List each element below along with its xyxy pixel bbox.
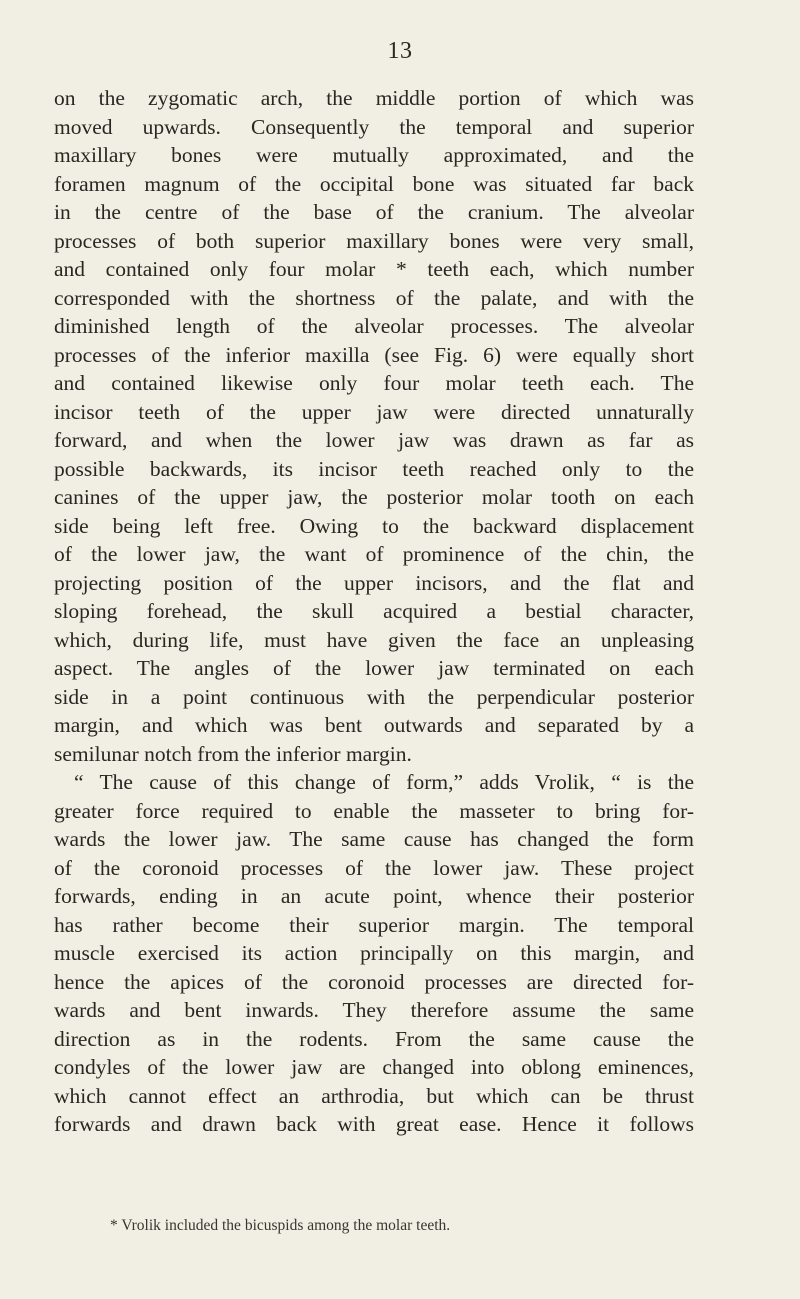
text-line: canines of the upper jaw, the posterior molar tooth on each bbox=[54, 485, 694, 509]
text-line: forwards and drawn back with great ease. Hence it follows bbox=[54, 1112, 694, 1136]
text-line: of the lower jaw, the want of prominence of the chin, the bbox=[54, 542, 694, 566]
text-line: forward, and when the lower jaw was drawn as far as bbox=[54, 428, 694, 452]
text-line: semilunar notch from the inferior margin. bbox=[54, 741, 412, 766]
text-line: muscle exercised its action principally on this margin, and bbox=[54, 941, 694, 965]
text-line: which, during life, must have given the face an unpleasing bbox=[54, 627, 694, 652]
text-line: direction as in the rodents. From the same cause the bbox=[54, 1026, 694, 1051]
text-line: sloping forehead, the skull acquired a bestial character, bbox=[54, 599, 694, 623]
text-line: moved upwards. Consequently the temporal and superior bbox=[54, 114, 694, 139]
text-line: condyles of the lower jaw are changed into oblong eminences, bbox=[54, 1055, 694, 1079]
text-line: has rather become their superior margin. The temporal bbox=[54, 912, 694, 937]
text-line: on the zygomatic arch, the middle portion of which was bbox=[54, 86, 694, 110]
body-text bbox=[54, 84, 694, 1139]
text-line: hence the apices of the coronoid processes are directed for- bbox=[54, 969, 694, 994]
text-line: and contained only four molar * teeth each, which number bbox=[54, 257, 694, 281]
text-line: of the coronoid processes of the lower jaw. These project bbox=[54, 855, 694, 880]
text-line: margin, and which was bent outwards and separated by a bbox=[54, 713, 694, 737]
text-line: maxillary bones were mutually approximated, and the bbox=[54, 143, 694, 167]
text-line: greater force required to enable the masseter to bring for- bbox=[54, 798, 694, 823]
text-line: projecting position of the upper incisors, and the flat and bbox=[54, 570, 694, 595]
text-line: in the centre of the base of the cranium. The alveolar bbox=[54, 200, 694, 224]
text-line: wards the lower jaw. The same cause has changed the form bbox=[54, 827, 694, 851]
text-line: processes of the inferior maxilla (see Fig. 6) were equally short bbox=[54, 342, 694, 367]
text-line: and contained likewise only four molar teeth each. The bbox=[54, 371, 694, 395]
text-line: forwards, ending in an acute point, whence their posterior bbox=[54, 884, 694, 908]
text-line: corresponded with the shortness of the palate, and with the bbox=[54, 285, 694, 310]
text-line: foramen magnum of the occipital bone was situated far back bbox=[54, 171, 694, 196]
text-line: possible backwards, its incisor teeth reached only to the bbox=[54, 456, 694, 481]
text-line: which cannot effect an arthrodia, but which can be thrust bbox=[54, 1083, 694, 1108]
text-line: wards and bent inwards. They therefore assume the same bbox=[54, 998, 694, 1022]
text-line: diminished length of the alveolar processes. The alveolar bbox=[54, 314, 694, 338]
text-line: side being left free. Owing to the backward displacement bbox=[54, 513, 694, 538]
footnote: * Vrolik included the bicuspids among the molar teeth. bbox=[110, 1217, 451, 1234]
text-line: “ The cause of this change of form,” adds Vrolik, “ is the bbox=[74, 770, 694, 794]
text-line: side in a point continuous with the perpendicular posterior bbox=[54, 684, 694, 709]
text-line: processes of both superior maxillary bones were very small, bbox=[54, 228, 694, 253]
text-line: incisor teeth of the upper jaw were directed unnaturally bbox=[54, 399, 694, 424]
text-line: aspect. The angles of the lower jaw terminated on each bbox=[54, 656, 694, 680]
page-number: 13 bbox=[387, 38, 413, 64]
